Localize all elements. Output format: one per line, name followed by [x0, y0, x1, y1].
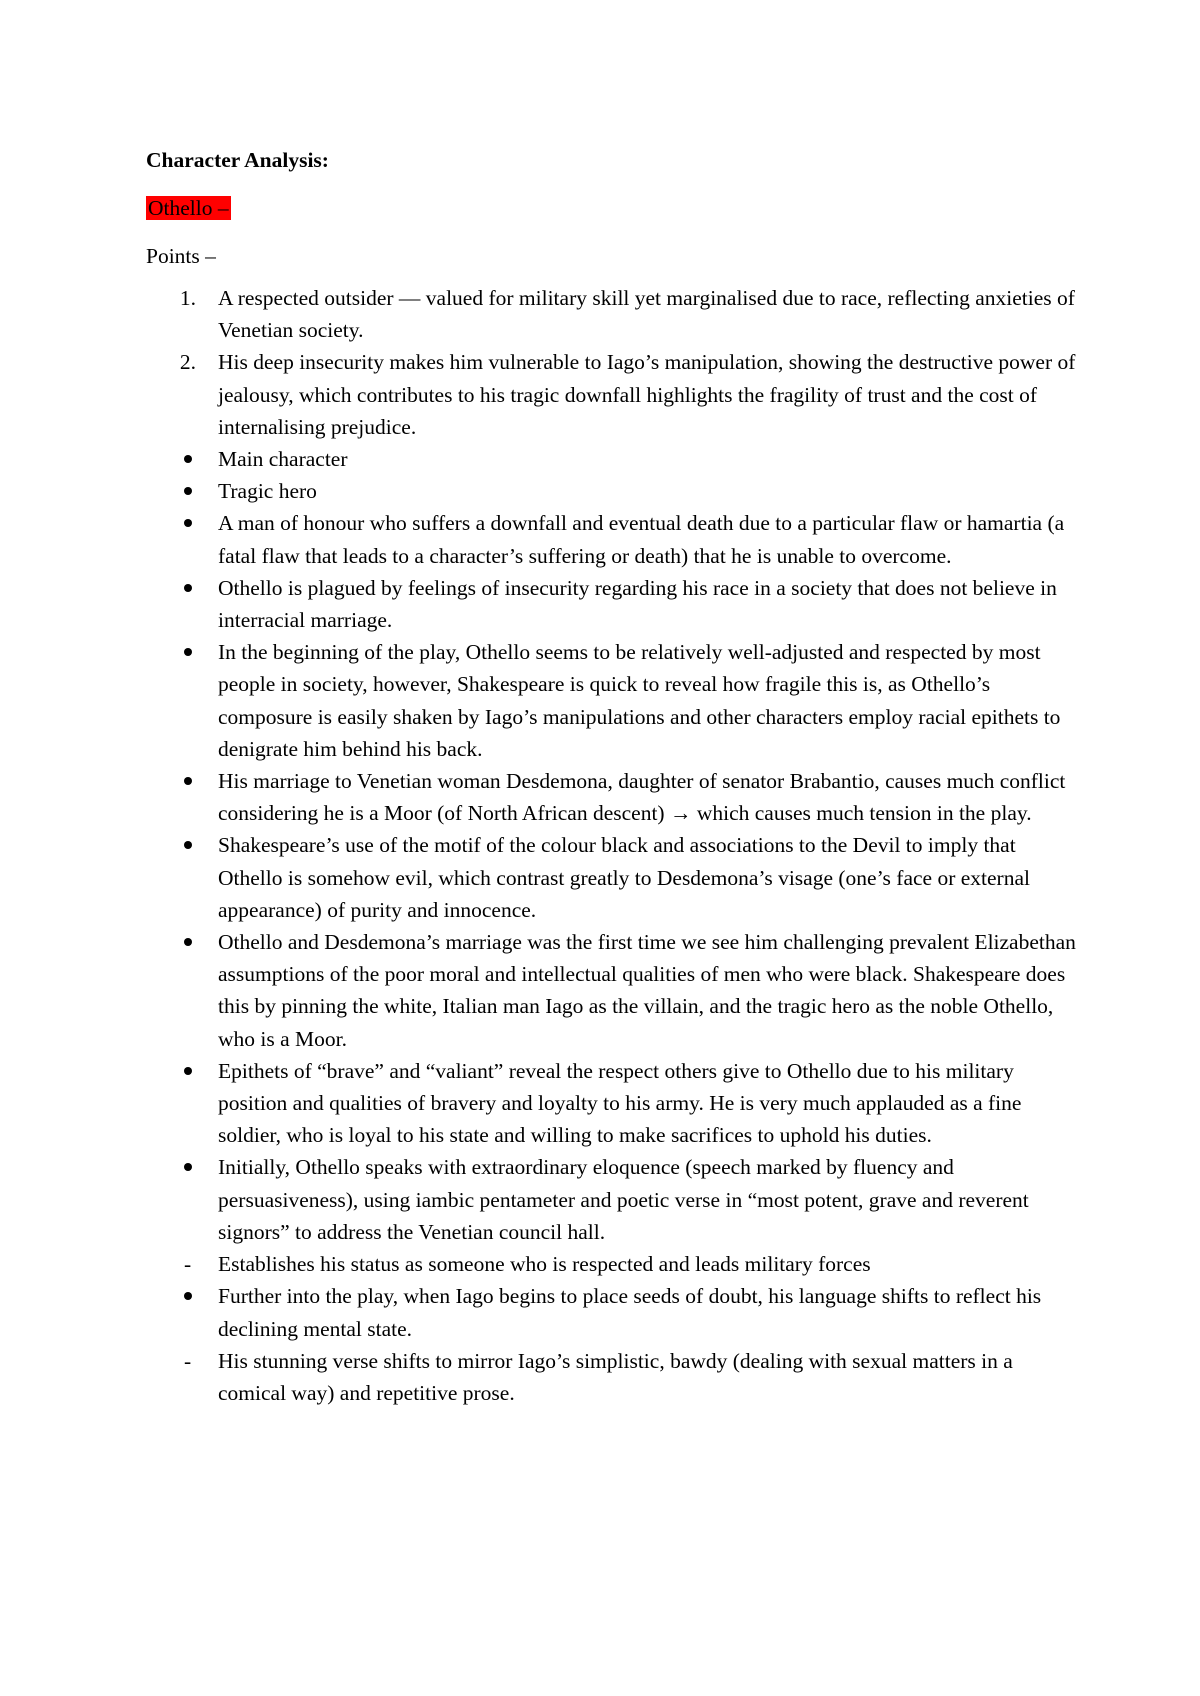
list-item: [146, 475, 1076, 507]
bullet-icon: [184, 455, 192, 463]
bullet-icon: [184, 648, 192, 656]
list-item-text: A respected outsider — valued for military skill yet marginalised due to race, reflecting anxieties of Venetian society.: [218, 286, 1075, 343]
page-title: Character Analysis:: [146, 148, 329, 172]
list-item: [146, 507, 1076, 571]
document-body: [146, 144, 1076, 1409]
list-item: [146, 1248, 1076, 1280]
bullet-icon: [184, 777, 192, 785]
list-item-text: Establishes his status as someone who is respected and leads military forces: [218, 1252, 871, 1277]
list-item-text: In the beginning of the play, Othello seems to be relatively well-adjusted and respected by most people in society, however, Shakespeare is quick to reveal how fragile this is, as Othello’s composure is easily shaken by Iago’s manipulations and other characters employ racial epithets to denigrate him behind his back.: [218, 640, 1061, 761]
list-item: [146, 1280, 1076, 1344]
list-item-text: Tragic hero: [218, 479, 317, 504]
list-item: [146, 1345, 1076, 1409]
bullet-icon: [184, 1163, 192, 1171]
bullet-icon: [184, 938, 192, 946]
bullet-icon: [184, 487, 192, 495]
list-item: [146, 1055, 1076, 1152]
list-item-text: Main character: [218, 447, 348, 472]
highlighted-subject: Othello –: [148, 196, 229, 220]
list-item: [146, 829, 1076, 926]
bullet-icon: [184, 1067, 192, 1075]
list-item-text: Shakespeare’s use of the motif of the colour black and associations to the Devil to imply that Othello is somehow evil, which contrast greatly to Desdemona’s visage (one’s face or external appearance) of purity and innocence.: [218, 833, 1030, 922]
list-item-text: His stunning verse shifts to mirror Iago’s simplistic, bawdy (dealing with sexual matters in a comical way) and repetitive prose.: [218, 1348, 1013, 1405]
list-number: 1.: [179, 286, 196, 310]
list-item: [146, 443, 1076, 475]
list-item-text: Epithets of “brave” and “valiant” reveal the respect others give to Othello due to his military position and qualities of bravery and loyalty to his army. He is very much applauded as a fine soldier, who is loyal to his state and willing to make sacrifices to uphold his duties.: [218, 1058, 1022, 1148]
dash-marker: -: [184, 1252, 192, 1277]
character-subject: [146, 192, 1076, 224]
list-item-text: A man of honour who suffers a downfall and eventual death due to a particular flaw or hamartia (a fatal flaw that leads to a character’s suffering or death) that he is unable to overcome.: [218, 511, 1065, 568]
list-item-text: His marriage to Venetian woman Desdemona, daughter of senator Brabantio, causes much conflict considering he is a Moor (of North African descent) → which causes much tension in the play.: [218, 769, 1066, 826]
list-item: [146, 1151, 1076, 1248]
list-number: 2.: [179, 350, 196, 375]
list-item-text: His deep insecurity makes him vulnerable to Iago’s manipulation, showing the destructive power of jealousy, which contributes to his tragic downfall highlights the fragility of trust and the cost of internalising prejudice.: [218, 350, 1076, 439]
list-item-text: Further into the play, when Iago begins to place seeds of doubt, his language shifts to reflect his declining mental state.: [218, 1284, 1042, 1341]
list-item: [146, 282, 1076, 346]
list-item: [146, 765, 1076, 829]
points-list: [146, 282, 1076, 1409]
dash-marker: -: [184, 1348, 192, 1373]
list-item-text: Initially, Othello speaks with extraordinary eloquence (speech marked by fluency and persuasiveness), using iambic pentameter and poetic verse in “most potent, grave and reverent signors” to address the Venetian council hall.: [218, 1155, 1029, 1244]
list-item-text: Othello and Desdemona’s marriage was the first time we see him challenging prevalent Elizabethan assumptions of the poor moral and intellectual qualities of men who were black. Shakespeare does this by pinning the white, Italian man Iago as the villain, and the tragic hero as the noble Othello, who is a Moor.: [218, 930, 1076, 1051]
list-item: [146, 636, 1076, 765]
bullet-icon: [184, 1292, 192, 1300]
points-label: Points –: [146, 244, 216, 268]
list-item-text: Othello is plagued by feelings of insecurity regarding his race in a society that does not believe in interracial marriage.: [218, 575, 1057, 633]
list-item: [146, 572, 1076, 636]
list-item: [146, 926, 1076, 1055]
bullet-icon: [184, 841, 192, 849]
list-item: [146, 346, 1076, 443]
bullet-icon: [184, 519, 192, 527]
bullet-icon: [184, 584, 192, 592]
